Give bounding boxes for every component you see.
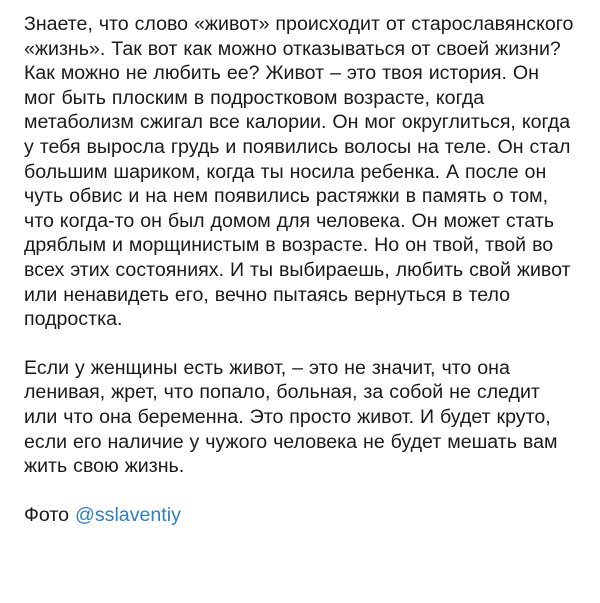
post-paragraph-2: Если у женщины есть живот, – это не значит, что она ленивая, жрет, что попало, больная, за собой не следит или что она беременна. Это просто живот. И будет круто, если его наличие у чужого человека не будет мешать вам жить свою жизнь. bbox=[24, 356, 558, 478]
photo-credit bbox=[24, 503, 576, 528]
author-mention-link[interactable]: @sslaventiy bbox=[74, 503, 181, 526]
post-paragraph-1: Знаете, что слово «живот» происходит от старославянского «жизнь». Так вот как можно отказываться от своей жизни? Как можно не любить ее? Живот – это твоя история. Он мог быть плоским в подростковом возрасте, когда метаболизм сжигал все калории. Он мог округлиться, когда у тебя выросла грудь и появились волосы на теле. Он стал большим шариком, когда ты носила ребенка. А после он чуть обвис и на нем появились растяжки в память о том, что когда-то он был домом для человека. Он может стать дряблым и морщинистым в возрасте. Но он твой, твой во всех этих состояниях. И ты выбираешь, любить свой живот или ненавидеть его, вечно пытаясь вернуться в тело подростка. bbox=[24, 13, 574, 331]
photo-credit-label: Фото bbox=[24, 503, 70, 526]
